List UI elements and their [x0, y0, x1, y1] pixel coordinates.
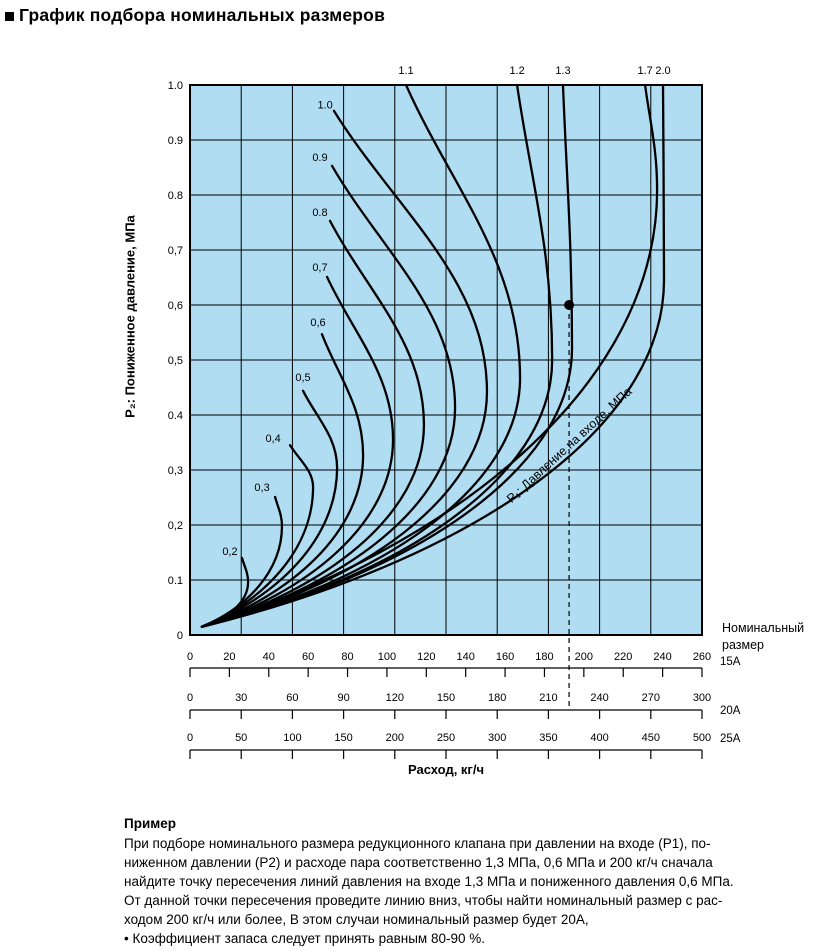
svg-text:160: 160: [495, 651, 515, 663]
svg-text:40: 40: [262, 651, 275, 663]
svg-text:60: 60: [286, 692, 299, 704]
curve-label-0.4: 0,4: [265, 433, 281, 446]
curve-label-1.3: 1.3: [555, 65, 571, 77]
svg-text:100: 100: [283, 732, 302, 744]
curve-label-0.2: 0,2: [222, 545, 238, 558]
example-line: ниженном давлении (Р2) и расходе пара соответственно 1,3 МПа, 0,6 МПа и 200 кг/ч сначала: [124, 855, 713, 870]
flow-scale-20А: [187, 692, 741, 719]
svg-text:220: 220: [614, 651, 633, 663]
svg-text:0,7: 0,7: [167, 245, 183, 257]
scale-size-label-25А: 25А: [720, 733, 741, 745]
svg-text:0: 0: [186, 651, 194, 663]
svg-text:0: 0: [186, 732, 194, 744]
svg-text:90: 90: [337, 692, 350, 704]
svg-text:180: 180: [535, 651, 554, 663]
svg-text:260: 260: [692, 651, 712, 663]
svg-text:20: 20: [223, 651, 236, 663]
example-block: [124, 814, 772, 948]
page-title: График подбора номинальных размеров: [19, 5, 386, 25]
svg-text:210: 210: [539, 692, 558, 704]
curve-label-0.5: 0,5: [295, 372, 311, 385]
svg-text:200: 200: [385, 732, 404, 744]
svg-text:300: 300: [488, 732, 507, 744]
example-line: найдите точку пересечения линий давления на входе 1,3 МПа и пониженного давления 0,6 МПа.: [124, 874, 734, 889]
svg-text:270: 270: [641, 692, 660, 704]
curve-label-2.0: 2.0: [655, 65, 671, 77]
svg-text:150: 150: [334, 732, 353, 744]
p1-axis-diagonal-label: Р₁: Давление на входе, МПа: [504, 384, 635, 506]
curve-label-1.2: 1.2: [509, 65, 525, 77]
curve-label-1.1: 1.1: [398, 65, 414, 77]
svg-text:80: 80: [341, 651, 354, 663]
svg-text:0: 0: [176, 630, 183, 642]
svg-text:0.4: 0.4: [167, 410, 183, 422]
example-line: ходом 200 кг/ч или более, В этом случаи номинальный размер будет 20А,: [124, 912, 589, 927]
svg-text:0,3: 0,3: [167, 465, 183, 477]
curve-label-1.7: 1.7: [637, 65, 653, 77]
svg-text:0,6: 0,6: [167, 300, 183, 312]
example-line: • Коэффициент запаса следует принять равным 80-90 %.: [124, 931, 485, 946]
curve-label-1.0: 1.0: [317, 99, 333, 112]
svg-text:120: 120: [385, 692, 404, 704]
svg-text:0,2: 0,2: [167, 520, 183, 532]
example-line: От данной точки пересечения проведите линию вниз, чтобы найти номинальный размер с рас-: [124, 893, 723, 908]
curve-label-0.6: 0,6: [310, 317, 326, 330]
nominal-size-header-line2: размер: [722, 638, 764, 652]
svg-text:300: 300: [692, 692, 712, 704]
flow-scale-15А: [187, 651, 741, 677]
y-axis-title: Р₂: Пониженное давление, МПа: [122, 215, 138, 418]
svg-text:0.8: 0.8: [167, 190, 183, 202]
nominal-size-header: [722, 620, 804, 654]
svg-text:0: 0: [186, 692, 194, 704]
svg-text:100: 100: [377, 651, 397, 663]
svg-text:140: 140: [456, 651, 475, 663]
curve-label-0.8: 0.8: [312, 207, 328, 220]
y-axis-tick-labels: [168, 80, 183, 642]
curve-label-0.3: 0,3: [254, 482, 270, 495]
svg-text:60: 60: [302, 651, 315, 663]
svg-text:0.9: 0.9: [167, 135, 183, 147]
svg-text:240: 240: [653, 651, 672, 663]
svg-text:500: 500: [692, 732, 712, 744]
svg-text:150: 150: [436, 692, 456, 704]
svg-text:400: 400: [590, 732, 609, 744]
svg-text:0.1: 0.1: [167, 575, 183, 587]
scale-size-label-15А: 15А: [720, 656, 741, 668]
svg-text:240: 240: [590, 692, 609, 704]
svg-text:1.0: 1.0: [167, 80, 183, 92]
svg-text:200: 200: [574, 651, 594, 663]
svg-text:50: 50: [235, 732, 248, 744]
example-point-dot: [564, 300, 574, 310]
svg-text:0,5: 0,5: [167, 355, 183, 367]
curve-label-0.9: 0.9: [312, 152, 328, 165]
scale-size-label-20А: 20А: [720, 705, 741, 717]
example-line: При подборе номинального размера редукционного клапана при давлении на входе (Р1), по-: [124, 836, 711, 851]
curve-label-0.7: 0,7: [312, 262, 328, 275]
svg-text:350: 350: [539, 732, 558, 744]
x-axis-title: Расход, кг/ч: [407, 762, 485, 777]
svg-text:450: 450: [641, 732, 660, 744]
nominal-size-header-line1: Номинальный: [722, 621, 805, 635]
svg-text:30: 30: [235, 692, 248, 704]
svg-text:250: 250: [436, 732, 456, 744]
svg-text:120: 120: [417, 651, 436, 663]
svg-text:180: 180: [488, 692, 507, 704]
example-heading: Пример: [124, 816, 176, 831]
flow-scale-25А: [187, 732, 741, 759]
